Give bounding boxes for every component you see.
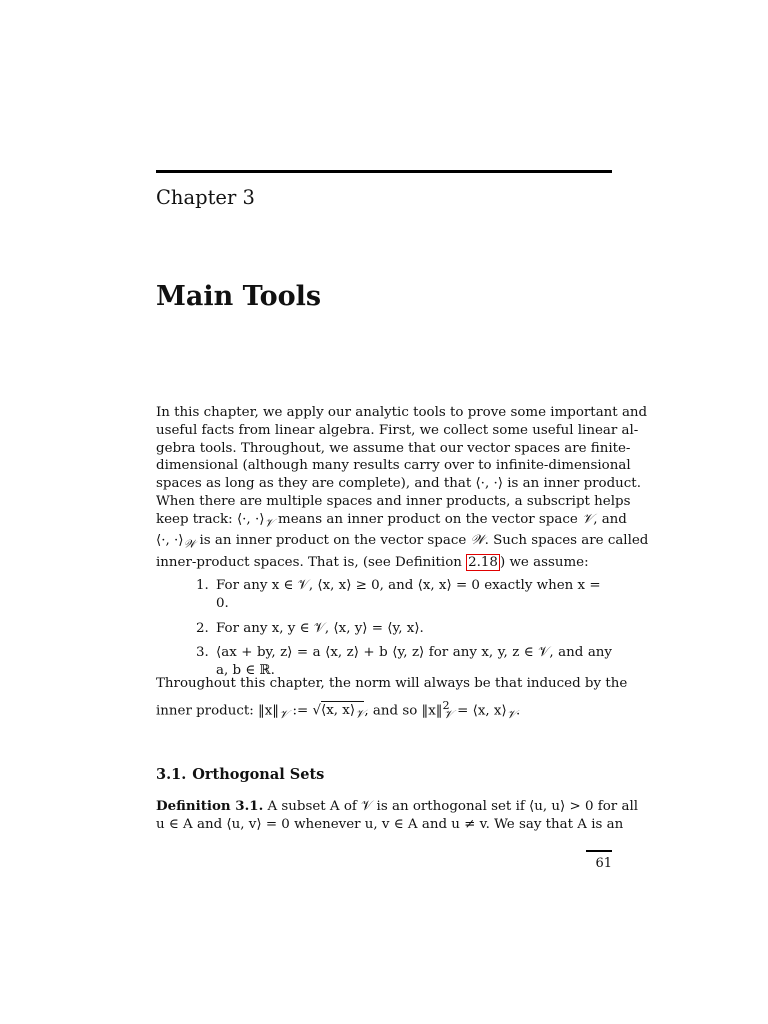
- section-heading: 3.1. Orthogonal Sets: [156, 766, 325, 783]
- definition-2-18-link[interactable]: 2.18: [468, 554, 498, 570]
- list-item: 2. For any x, y ∈ 𝒱, ⟨x, y⟩ = ⟨y, x⟩.: [196, 620, 424, 636]
- intro-line-subscript-w: ⟨·, $\cdot⟩_𝒲$ is an inner product on the vector space 𝒲. Such spaces are called: [156, 533, 649, 551]
- page-number: 61: [595, 856, 612, 871]
- intro-line: dimensional (although many results carry over to infinite-dimensional: [156, 458, 631, 474]
- norm-formula-line: inner product: $‖x‖_𝒱$ := √⟨x, $x⟩_𝒱$, and so ‖x‖$^2_𝒱$ = ⟨x, $x⟩_𝒱$.: [156, 698, 521, 721]
- chapter-title: Main Tools: [156, 281, 322, 312]
- intro-line: gebra tools. Throughout, we assume that our vector spaces are finite-: [156, 440, 631, 456]
- intro-line: useful facts from linear algebra. First, we collect some useful linear al-: [156, 422, 639, 438]
- intro-line: When there are multiple spaces and inner products, a subscript helps: [156, 493, 631, 509]
- list-item: 1. For any x ∈ 𝒱, ⟨x, x⟩ ≥ 0, and ⟨x, x⟩ = 0 exactly when x = 0.: [196, 578, 601, 611]
- intro-paragraph: [156, 404, 649, 572]
- intro-line-definition-ref: inner-product spaces. That is, (see Definition 2.18 ) we assume:: [156, 554, 589, 570]
- norm-paragraph: Throughout this chapter, the norm will always be that induced by the inner product: $‖x‖_𝒱$ := √⟨x, $x⟩_𝒱$, and so ‖x‖$^2_𝒱$ = ⟨x, $x⟩_𝒱$.: [156, 675, 612, 724]
- intro-line: spaces as long as they are complete), and that ⟨·, ·⟩ is an inner product.: [156, 476, 641, 492]
- definition-paragraph: Definition 3.1. A subset A of 𝒱 is an orthogonal set if ⟨u, u⟩ > 0 for all u ∈ A and ⟨u, v⟩ = 0 whenever u, v ∈ A and u ≠ v. We say that A is an: [156, 798, 639, 832]
- intro-line: In this chapter, we apply our analytic tools to prove some important and: [156, 405, 648, 420]
- footer-rule: [586, 850, 612, 852]
- chapter-top-rule: [156, 170, 612, 173]
- chapter-label: Chapter 3: [156, 186, 255, 209]
- list-item: 3. ⟨ax + by, z⟩ = a ⟨x, z⟩ + b ⟨y, z⟩ for any x, y, z ∈ 𝒱, and any a, b ∈ ℝ.: [196, 645, 612, 679]
- definition-label: Definition 3.1.: [156, 798, 264, 814]
- intro-line-subscript-v: keep track: ⟨·, $\cdot⟩_𝒱$ means an inner product on the vector space 𝒱, and: [156, 511, 627, 530]
- assumption-list: [196, 577, 612, 687]
